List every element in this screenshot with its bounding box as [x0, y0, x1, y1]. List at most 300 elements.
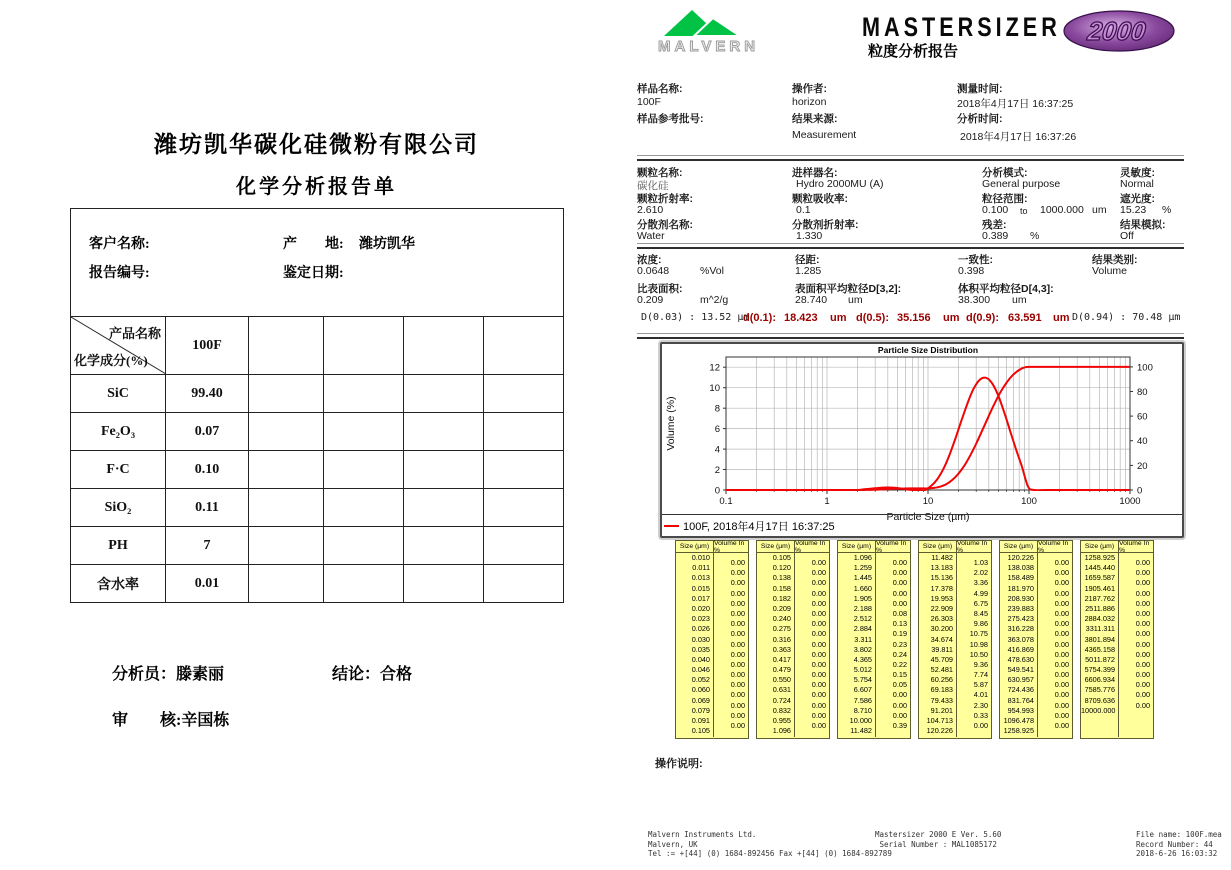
volume-value: 0.00 — [811, 680, 826, 690]
size-value: 4365.158 — [1084, 644, 1115, 654]
volume-value: 0.00 — [730, 578, 745, 588]
customer-info-box — [70, 208, 564, 317]
concentration-value: 0.0648 — [637, 265, 670, 277]
size-value: 831.764 — [1007, 695, 1034, 705]
obscuration-value: 15.23 — [1120, 204, 1147, 216]
volume-value: 0.00 — [730, 639, 745, 649]
volume-value: 0.00 — [730, 629, 745, 639]
size-value: 0.105 — [691, 726, 710, 736]
footer-record-line: Record Number: 44 — [1136, 839, 1213, 849]
empty-cell — [484, 451, 564, 489]
size-value: 2511.886 — [1085, 603, 1115, 613]
volume-value: 0.00 — [1054, 608, 1069, 618]
size-value: 11.482 — [931, 553, 953, 562]
empty-cell — [249, 565, 324, 603]
empty-header-cell — [324, 317, 404, 375]
volume-value: 0.00 — [892, 598, 907, 608]
footer-date-line: 2018-6-26 16:03:32 — [1136, 849, 1218, 858]
d32-label: 表面积平均粒径D[3,2]: — [795, 283, 902, 295]
volume-value: 0.00 — [1135, 659, 1150, 669]
origin-value: 潍坊凯华 — [359, 237, 415, 252]
volume-col-header: Volume In % — [957, 539, 988, 554]
empty-cell — [484, 413, 564, 451]
volume-column — [714, 553, 748, 737]
size-value: 52.481 — [930, 665, 953, 675]
volume-value: 3.36 — [973, 578, 988, 588]
d09-unit: um — [1053, 312, 1070, 324]
svg-text:20: 20 — [1137, 460, 1148, 472]
size-table-5 — [999, 540, 1073, 739]
size-value: 0.060 — [691, 685, 710, 695]
size-column — [838, 553, 876, 737]
sample-name-label: 样品名称: — [637, 83, 683, 95]
size-value: 0.035 — [691, 644, 710, 654]
svg-text:8: 8 — [714, 403, 720, 415]
volume-value: 0.00 — [1054, 639, 1069, 649]
volume-value: 0.00 — [1054, 568, 1069, 578]
volume-value: 0.00 — [811, 588, 826, 598]
volume-value: 0.00 — [892, 558, 907, 567]
size-value: 724.436 — [1007, 685, 1034, 695]
volume-value: 0.15 — [892, 670, 907, 680]
source-label: 结果来源: — [792, 113, 838, 125]
volume-value: 0.00 — [892, 588, 907, 598]
svg-text:80: 80 — [1137, 387, 1148, 398]
svg-text:0: 0 — [714, 485, 720, 497]
size-value: 0.631 — [772, 685, 791, 695]
chemical-composition-table — [70, 316, 564, 603]
svg-text:4: 4 — [714, 444, 720, 456]
component-label-cell: PH — [71, 527, 166, 565]
size-value: 30.200 — [930, 624, 953, 634]
sensitivity-label: 灵敏度: — [1120, 167, 1155, 179]
size-col-header: Size (µm) — [1081, 541, 1119, 552]
empty-cell — [324, 489, 404, 527]
size-value: 8.710 — [853, 705, 872, 715]
customer-label: 客户名称: — [89, 237, 150, 252]
volume-value: 0.00 — [811, 619, 826, 629]
svg-text:40: 40 — [1137, 436, 1148, 448]
volume-value: 0.00 — [892, 690, 907, 700]
empty-cell — [249, 451, 324, 489]
volume-value: 0.05 — [892, 680, 907, 690]
volume-value: 0.00 — [1135, 700, 1150, 710]
size-value: 8709.636 — [1084, 695, 1115, 705]
chart-legend — [662, 514, 1182, 536]
empty-cell — [404, 413, 484, 451]
size-value: 11.482 — [850, 726, 872, 736]
malvern-logo — [648, 5, 768, 60]
size-col-header: Size (µm) — [757, 541, 795, 552]
size-column — [676, 553, 714, 737]
empty-header-cell — [404, 317, 484, 375]
diagonal-header-cell — [71, 317, 166, 375]
legend-line-icon — [664, 525, 679, 527]
volume-column — [1038, 553, 1072, 737]
empty-cell — [404, 489, 484, 527]
empty-cell — [324, 451, 404, 489]
header-component-label: 化学成分(%) — [74, 353, 148, 368]
particle-name-value: 碳化硅 — [637, 180, 669, 192]
size-value: 5754.399 — [1084, 665, 1115, 675]
size-value: 0.832 — [772, 705, 791, 715]
d43-label: 体积平均粒径D[4,3]: — [958, 283, 1054, 295]
analysis-model-value: General purpose — [982, 178, 1061, 190]
footer-company-line3: Tel := +[44] (0) 1684-892456 Fax +[44] (0) 1684-892789 — [648, 849, 892, 858]
size-value: 239.883 — [1007, 603, 1034, 613]
volume-value: 0.00 — [811, 598, 826, 608]
dispersant-label: 分散剂名称: — [637, 219, 693, 231]
size-value: 15.136 — [930, 573, 953, 583]
volume-value: 0.00 — [811, 659, 826, 669]
volume-value: 0.00 — [1054, 680, 1069, 690]
size-value: 0.015 — [691, 583, 710, 593]
size-value: 416.869 — [1007, 644, 1034, 654]
volume-value: 0.00 — [730, 710, 745, 720]
size-value: 10.000 — [849, 716, 872, 725]
report-no-label: 报告编号: — [89, 266, 150, 281]
size-value: 10000.000 — [1081, 705, 1116, 715]
accessory-value: Hydro 2000MU (A) — [796, 178, 884, 190]
svg-text:10: 10 — [922, 496, 934, 507]
svg-text:100: 100 — [1137, 362, 1153, 374]
svg-text:Volume (%): Volume (%) — [665, 396, 677, 451]
volume-value: 2.30 — [973, 700, 988, 710]
size-value: 0.479 — [772, 665, 791, 675]
size-value: 5.012 — [853, 665, 872, 675]
volume-value: 0.00 — [811, 558, 826, 567]
size-value: 208.930 — [1007, 593, 1034, 603]
size-value: 138.038 — [1007, 563, 1034, 573]
size-value: 0.020 — [691, 603, 710, 613]
volume-value: 4.99 — [973, 588, 988, 598]
size-value: 0.030 — [691, 634, 710, 644]
size-value: 0.275 — [772, 624, 791, 634]
d01-label: d(0.1): — [743, 312, 776, 324]
d003-value: D(0.03) : 13.52 µm — [641, 312, 750, 323]
analysis-model-label: 分析模式: — [982, 167, 1028, 179]
volume-value: 0.00 — [811, 608, 826, 618]
volume-column — [876, 553, 910, 737]
empty-cell — [484, 489, 564, 527]
absorption-value: 0.1 — [796, 204, 811, 216]
empty-cell — [249, 375, 324, 413]
volume-value: 0.00 — [1054, 598, 1069, 608]
empty-cell — [249, 527, 324, 565]
mastersizer-2000-badge — [1062, 9, 1176, 58]
svg-text:12: 12 — [709, 362, 720, 374]
size-range-unit: um — [1092, 204, 1107, 216]
size-value: 275.423 — [1007, 614, 1034, 624]
size-value: 3311.311 — [1085, 624, 1115, 634]
volume-value: 0.00 — [811, 629, 826, 639]
operation-notes-label: 操作说明: — [655, 758, 703, 770]
empty-cell — [324, 375, 404, 413]
size-value: 2.884 — [853, 624, 872, 634]
volume-value: 0.00 — [811, 568, 826, 578]
d09-label: d(0.9): — [966, 312, 999, 324]
svg-text:10: 10 — [709, 383, 720, 395]
svg-text:MALVERN: MALVERN — [658, 38, 760, 55]
dispersant-ri-value: 1.330 — [796, 230, 823, 242]
mastersizer-wordmark: MASTERSIZER — [862, 12, 1061, 42]
size-value: 19.953 — [930, 593, 953, 603]
operator-label: 操作者: — [792, 83, 827, 95]
svg-text:0.1: 0.1 — [719, 496, 733, 507]
component-value-cell: 7 — [166, 527, 249, 565]
size-value: 954.993 — [1007, 705, 1034, 715]
volume-value: 0.00 — [730, 598, 745, 608]
volume-value: 0.00 — [730, 700, 745, 710]
size-value: 0.138 — [772, 573, 791, 583]
size-value: 1.096 — [853, 553, 872, 562]
volume-value: 0.00 — [1135, 670, 1150, 680]
footer-instrument — [875, 830, 1001, 849]
doc-title: 化学分析报告单 — [236, 176, 397, 198]
volume-value: 0.00 — [892, 710, 907, 720]
empty-cell — [324, 413, 404, 451]
size-range-min: 0.100 — [982, 204, 1009, 216]
d05-value: 35.156 — [897, 312, 931, 324]
size-column — [1000, 553, 1038, 737]
svg-text:Particle Size Distribution: Particle Size Distribution — [877, 345, 979, 355]
size-value: 120.226 — [926, 726, 953, 736]
d43-value: 38.300 — [958, 294, 991, 306]
empty-cell — [484, 565, 564, 603]
size-table-2 — [756, 540, 830, 739]
size-value: 3.802 — [853, 644, 872, 654]
size-value: 0.011 — [692, 563, 710, 573]
volume-value: 4.01 — [973, 690, 988, 700]
volume-col-header: Volume In % — [714, 539, 745, 554]
size-value: 630.957 — [1007, 675, 1034, 685]
volume-value: 1.03 — [973, 558, 988, 567]
size-value: 7585.776 — [1084, 685, 1115, 695]
volume-value: 0.00 — [811, 670, 826, 680]
source-value: Measurement — [792, 129, 857, 141]
volume-value: 0.00 — [811, 639, 826, 649]
size-value: 26.303 — [930, 614, 953, 624]
residual-unit: % — [1030, 230, 1040, 242]
svg-text:60: 60 — [1137, 411, 1148, 423]
size-value: 104.713 — [926, 716, 953, 725]
size-range-label: 粒径范围: — [982, 193, 1028, 205]
size-value: 7.586 — [853, 695, 872, 705]
empty-cell — [484, 375, 564, 413]
volume-value: 0.00 — [892, 700, 907, 710]
ssa-unit: m^2/g — [700, 294, 729, 306]
volume-value: 0.00 — [1135, 588, 1150, 598]
size-col-header: Size (µm) — [676, 541, 714, 552]
size-value: 0.017 — [691, 593, 710, 603]
separator — [637, 333, 1184, 339]
svg-text:Particle Size (µm): Particle Size (µm) — [886, 511, 970, 523]
volume-value: 0.23 — [892, 639, 907, 649]
size-column — [919, 553, 957, 737]
volume-value: 8.45 — [973, 608, 988, 618]
obscuration-unit: % — [1162, 204, 1172, 216]
empty-cell — [404, 451, 484, 489]
size-column — [1081, 553, 1119, 737]
size-value: 0.010 — [691, 553, 710, 562]
sample-name-value: 100F — [637, 96, 661, 108]
volume-value: 0.00 — [1135, 639, 1150, 649]
d01-unit: um — [830, 312, 847, 324]
volume-value: 0.00 — [1135, 608, 1150, 618]
volume-value: 0.00 — [811, 721, 826, 730]
analyst-label: 分析员： — [112, 666, 177, 683]
volume-value: 0.00 — [1054, 710, 1069, 720]
span-label: 径距: — [795, 254, 820, 266]
volume-value: 0.00 — [1054, 619, 1069, 629]
component-label-cell: SiO₂ — [71, 489, 166, 527]
component-value-cell: 0.07 — [166, 413, 249, 451]
size-value: 0.550 — [772, 675, 791, 685]
size-value: 60.256 — [930, 675, 953, 685]
volume-col-header: Volume In % — [795, 539, 826, 554]
size-value: 3801.894 — [1084, 634, 1115, 644]
volume-col-header: Volume In % — [1119, 539, 1150, 554]
volume-value: 0.39 — [892, 721, 907, 730]
footer-serial-line: Serial Number : MAL1085172 — [879, 839, 997, 849]
conclusion-line — [332, 661, 412, 684]
size-value: 45.709 — [930, 654, 953, 664]
volume-value: 0.00 — [1135, 629, 1150, 639]
result-type-value: Volume — [1092, 265, 1128, 277]
size-value: 5011.872 — [1085, 654, 1115, 664]
volume-value: 0.00 — [1054, 578, 1069, 588]
volume-value: 0.00 — [1054, 700, 1069, 710]
d32-value: 28.740 — [795, 294, 828, 306]
d43-unit: um — [1012, 294, 1027, 306]
volume-value: 0.00 — [1135, 558, 1150, 567]
size-value: 0.417 — [772, 654, 791, 664]
volume-value: 0.00 — [730, 568, 745, 578]
footer-version-line: Mastersizer 2000 E Ver. 5.60 — [875, 830, 1002, 839]
volume-value: 0.08 — [892, 608, 907, 618]
volume-value: 0.24 — [892, 649, 907, 659]
reviewer-line — [112, 707, 229, 730]
size-value: 0.023 — [691, 614, 710, 624]
volume-value: 0.00 — [730, 721, 745, 730]
volume-value: 9.36 — [973, 659, 988, 669]
particle-ri-label: 颗粒折射率: — [637, 193, 693, 205]
measured-label: 测量时间: — [957, 83, 1003, 95]
svg-text:0: 0 — [1137, 485, 1143, 497]
size-value: 0.724 — [772, 695, 791, 705]
size-value: 158.489 — [1007, 573, 1034, 583]
size-value: 0.158 — [772, 583, 791, 593]
size-value: 1.445 — [853, 573, 872, 583]
size-value: 120.226 — [1007, 553, 1034, 562]
footer-company — [648, 830, 892, 859]
volume-value: 0.00 — [1054, 558, 1069, 567]
size-value: 1.905 — [853, 593, 872, 603]
volume-column — [795, 553, 829, 737]
separator — [637, 155, 1184, 161]
volume-value: 0.00 — [973, 721, 988, 730]
analyst-line — [112, 661, 224, 684]
footer-filename-line: File name: 100F.mea — [1136, 830, 1222, 839]
volume-value: 6.75 — [973, 598, 988, 608]
size-value: 0.316 — [772, 634, 791, 644]
product-name-cell: 100F — [166, 317, 249, 375]
volume-value: 0.00 — [1135, 568, 1150, 578]
size-value: 2.188 — [853, 603, 872, 613]
operator-value: horizon — [792, 96, 827, 108]
volume-value: 0.00 — [1054, 629, 1069, 639]
accessory-label: 进样器名: — [792, 167, 838, 179]
d09-value: 63.591 — [1008, 312, 1042, 324]
size-value: 34.674 — [930, 634, 953, 644]
uniformity-label: 一致性: — [958, 254, 993, 266]
volume-value: 2.02 — [973, 568, 988, 578]
size-value: 1096.478 — [1003, 716, 1034, 725]
size-value: 1659.587 — [1084, 573, 1115, 583]
concentration-unit: %Vol — [700, 265, 724, 277]
size-table-3 — [837, 540, 911, 739]
volume-value: 0.00 — [811, 649, 826, 659]
volume-value: 0.00 — [1135, 598, 1150, 608]
footer-company-line2: Malvern, UK — [648, 839, 698, 849]
size-value: 5.754 — [853, 675, 872, 685]
size-value: 0.013 — [691, 573, 710, 583]
uniformity-value: 0.398 — [958, 265, 985, 277]
size-value: 2187.762 — [1084, 593, 1115, 603]
residual-label: 残差: — [982, 219, 1007, 231]
size-value: 0.069 — [691, 695, 710, 705]
volume-value: 0.22 — [892, 659, 907, 669]
size-value: 0.091 — [691, 716, 710, 725]
volume-value: 0.00 — [1135, 578, 1150, 588]
size-value: 549.541 — [1007, 665, 1034, 675]
date-label: 鉴定日期: — [283, 266, 344, 281]
size-column — [757, 553, 795, 737]
empty-cell — [324, 565, 404, 603]
volume-value: 0.33 — [973, 710, 988, 720]
size-col-header: Size (µm) — [1000, 541, 1038, 552]
empty-cell — [404, 565, 484, 603]
d05-unit: um — [943, 312, 960, 324]
empty-cell — [484, 527, 564, 565]
volume-value: 0.13 — [892, 619, 907, 629]
sample-batch-label: 样品参考批号: — [637, 113, 704, 125]
size-value: 1445.440 — [1084, 563, 1115, 573]
volume-value: 0.00 — [730, 588, 745, 598]
size-value: 22.909 — [930, 603, 953, 613]
size-value: 2884.032 — [1084, 614, 1115, 624]
volume-value: 0.00 — [730, 619, 745, 629]
size-value: 6.607 — [853, 685, 872, 695]
analyst-name: 滕素丽 — [176, 666, 225, 683]
volume-value: 0.00 — [1135, 619, 1150, 629]
d05-label: d(0.5): — [856, 312, 889, 324]
size-value: 478.630 — [1007, 654, 1034, 664]
residual-value: 0.389 — [982, 230, 1009, 242]
result-type-label: 结果类别: — [1092, 254, 1138, 266]
origin-label: 产 地: — [283, 237, 344, 252]
size-value: 1.259 — [853, 563, 872, 573]
volume-value: 0.00 — [1054, 588, 1069, 598]
volume-value: 0.00 — [1054, 721, 1069, 730]
size-table-4 — [918, 540, 992, 739]
volume-col-header: Volume In % — [1038, 539, 1069, 554]
volume-value: 0.00 — [730, 608, 745, 618]
reviewer-label: 审 核: — [112, 712, 182, 729]
component-label-cell: SiC — [71, 375, 166, 413]
volume-value: 0.00 — [730, 558, 745, 567]
volume-value: 0.00 — [811, 690, 826, 700]
